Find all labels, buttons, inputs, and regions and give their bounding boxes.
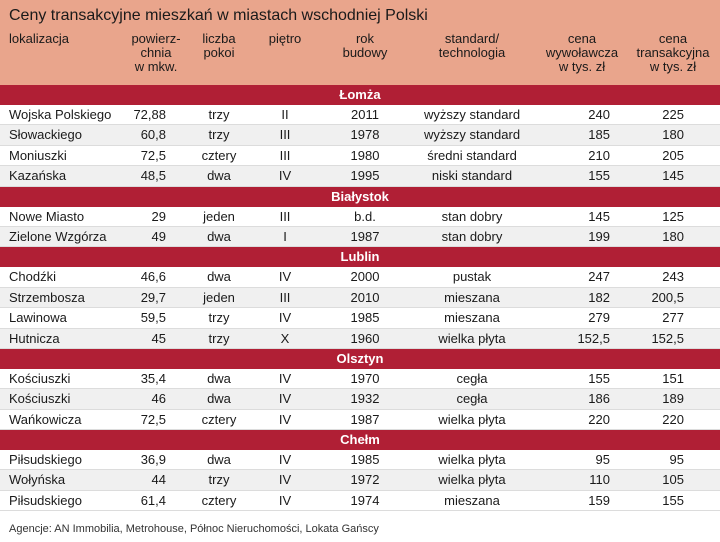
table-row	[0, 450, 720, 470]
standard-cell: wielka płyta	[438, 452, 506, 468]
table-row	[0, 389, 720, 409]
asking-price-cell: 186	[588, 391, 610, 407]
standard-cell: mieszana	[444, 289, 500, 305]
location-cell: Wojska Polskiego	[9, 107, 112, 122]
table-title: Ceny transakcyjne mieszkań w miastach wschodniej Polski	[9, 7, 428, 24]
year-cell: 1987	[350, 411, 380, 427]
transaction-price-cell: 95	[669, 452, 684, 468]
year-cell: 1995	[350, 168, 380, 184]
area-cell: 72,5	[140, 411, 166, 427]
table-row	[0, 207, 720, 227]
table-row	[0, 267, 720, 287]
table-row	[0, 125, 720, 145]
year-cell: 2000	[350, 269, 380, 285]
col-header-floor: piętro	[268, 31, 302, 46]
rooms-cell: dwa	[207, 391, 231, 407]
year-cell: 2010	[350, 289, 380, 305]
asking-price-cell: 152,5	[577, 330, 610, 346]
asking-price-cell: 155	[588, 370, 610, 386]
transaction-price-cell: 180	[662, 228, 684, 244]
transaction-price-cell: 220	[662, 411, 684, 427]
floor-cell: IV	[278, 492, 292, 508]
rooms-cell: cztery	[201, 147, 237, 163]
transaction-price-cell: 125	[662, 208, 684, 224]
floor-cell: I	[283, 228, 287, 244]
transaction-price-cell: 243	[662, 269, 684, 285]
location-cell: Piłsudskiego	[9, 492, 82, 508]
transaction-price-cell: 152,5	[651, 330, 684, 346]
rooms-cell: trzy	[208, 107, 230, 122]
standard-cell: średni standard	[427, 147, 517, 163]
year-cell: 1985	[350, 310, 380, 326]
floor-cell: IV	[278, 452, 292, 468]
table-row	[0, 470, 720, 490]
table-row	[0, 146, 720, 166]
table-row	[0, 105, 720, 125]
location-cell: Chodźki	[9, 269, 56, 285]
rooms-cell: jeden	[203, 289, 235, 305]
floor-cell: IV	[278, 411, 292, 427]
year-cell: 2011	[351, 107, 379, 122]
standard-cell: wyższy standard	[423, 107, 521, 122]
city-section-header: Białystok	[0, 187, 720, 207]
area-cell: 29	[151, 208, 166, 224]
source-note: Agencje: AN Immobilia, Metrohouse, Północ Nieruchomości, Lokata Gańscy	[9, 523, 379, 535]
transaction-price-cell: 155	[662, 492, 684, 508]
table-row	[0, 329, 720, 349]
location-cell: Moniuszki	[9, 147, 67, 163]
rooms-cell: trzy	[208, 330, 230, 346]
floor-cell: IV	[278, 472, 292, 488]
asking-price-cell: 199	[588, 228, 610, 244]
transaction-price-cell: 277	[662, 310, 684, 326]
year-cell: 1974	[350, 492, 380, 508]
asking-price-cell: 185	[588, 127, 610, 143]
standard-cell: wielka płyta	[438, 330, 506, 346]
location-cell: Nowe Miasto	[9, 208, 85, 224]
rooms-cell: dwa	[207, 168, 231, 184]
floor-cell: IV	[278, 391, 292, 407]
floor-cell: III	[279, 289, 291, 305]
location-cell: Wołyńska	[9, 472, 66, 488]
table-row	[0, 166, 720, 186]
table-header	[0, 0, 720, 85]
floor-cell: IV	[278, 370, 292, 386]
floor-cell: IV	[278, 168, 292, 184]
floor-cell: IV	[278, 269, 292, 285]
location-cell: Wańkowicza	[9, 411, 82, 427]
rooms-cell: trzy	[208, 472, 230, 488]
asking-price-cell: 110	[589, 472, 610, 488]
rooms-cell: trzy	[208, 127, 230, 143]
asking-price-cell: 95	[595, 452, 610, 468]
table-row	[0, 491, 720, 511]
asking-price-cell: 210	[588, 147, 610, 163]
asking-price-cell: 145	[588, 208, 610, 224]
year-cell: 1978	[350, 127, 380, 143]
table-body	[0, 85, 720, 511]
standard-cell: stan dobry	[441, 208, 503, 224]
city-section-header: Olsztyn	[0, 349, 720, 369]
asking-price-cell: 155	[588, 168, 610, 184]
standard-cell: wyższy standard	[423, 127, 521, 143]
floor-cell: II	[281, 107, 289, 122]
area-cell: 45	[151, 330, 166, 346]
area-cell: 72,88	[133, 107, 166, 122]
year-cell: 1972	[350, 472, 380, 488]
floor-cell: IV	[278, 310, 292, 326]
area-cell: 60,8	[140, 127, 166, 143]
rooms-cell: dwa	[207, 269, 231, 285]
year-cell: 1980	[350, 147, 380, 163]
standard-cell: wielka płyta	[438, 411, 506, 427]
standard-cell: cegła	[456, 370, 488, 386]
area-cell: 72,5	[140, 147, 166, 163]
rooms-cell: jeden	[203, 208, 235, 224]
col-header-standard: standard/ technologia	[438, 31, 506, 60]
location-cell: Strzembosza	[9, 289, 85, 305]
rooms-cell: trzy	[208, 310, 230, 326]
year-cell: 1932	[350, 391, 380, 407]
year-cell: 1970	[350, 370, 380, 386]
standard-cell: stan dobry	[441, 228, 503, 244]
area-cell: 46,6	[140, 269, 166, 285]
standard-cell: mieszana	[444, 310, 500, 326]
location-cell: Lawinowa	[9, 310, 67, 326]
standard-cell: niski standard	[431, 168, 513, 184]
col-header-rooms: liczba pokoi	[202, 31, 236, 60]
city-section-header: Chełm	[0, 430, 720, 450]
transaction-price-cell: 180	[662, 127, 684, 143]
location-cell: Kazańska	[9, 168, 67, 184]
floor-cell: X	[280, 330, 290, 346]
rooms-cell: dwa	[207, 370, 231, 386]
asking-price-cell: 220	[588, 411, 610, 427]
city-section-header: Łomża	[0, 85, 720, 105]
transaction-price-cell: 151	[662, 370, 684, 386]
rooms-cell: dwa	[207, 228, 231, 244]
transaction-price-cell: 225	[662, 107, 684, 122]
table-row	[0, 227, 720, 247]
col-header-transaction-price: cena transakcyjna w tys. zł	[636, 31, 710, 74]
transaction-price-cell: 205	[662, 147, 684, 163]
transaction-price-cell: 189	[662, 391, 684, 407]
floor-cell: III	[279, 147, 291, 163]
standard-cell: mieszana	[444, 492, 500, 508]
rooms-cell: cztery	[201, 411, 237, 427]
asking-price-cell: 247	[588, 269, 610, 285]
area-cell: 36,9	[140, 452, 166, 468]
location-cell: Hutnicza	[9, 330, 60, 346]
asking-price-cell: 182	[588, 289, 610, 305]
transaction-price-cell: 105	[662, 472, 684, 488]
area-cell: 48,5	[140, 168, 166, 184]
year-cell: b.d.	[354, 208, 376, 224]
standard-cell: wielka płyta	[438, 472, 506, 488]
rooms-cell: dwa	[207, 452, 231, 468]
col-header-area: powierz- chnia w mkw.	[131, 31, 181, 74]
floor-cell: III	[279, 127, 291, 143]
standard-cell: pustak	[452, 269, 492, 285]
floor-cell: III	[279, 208, 291, 224]
table-row	[0, 308, 720, 328]
asking-price-cell: 279	[588, 310, 610, 326]
city-section-header: Lublin	[0, 247, 720, 267]
transaction-price-cell: 200,5	[651, 289, 684, 305]
location-cell: Kościuszki	[9, 370, 71, 386]
col-header-asking-price: cena wywoławcza w tys. zł	[545, 31, 619, 74]
area-cell: 49	[151, 228, 166, 244]
table-row	[0, 369, 720, 389]
location-cell: Słowackiego	[9, 127, 82, 143]
transaction-price-cell: 145	[662, 168, 684, 184]
table-row	[0, 288, 720, 308]
area-cell: 59,5	[140, 310, 166, 326]
area-cell: 46	[151, 391, 166, 407]
year-cell: 1987	[350, 228, 380, 244]
year-cell: 1960	[350, 330, 380, 346]
rooms-cell: cztery	[201, 492, 237, 508]
area-cell: 61,4	[140, 492, 166, 508]
asking-price-cell: 240	[588, 107, 610, 122]
location-cell: Kościuszki	[9, 391, 71, 407]
area-cell: 35,4	[140, 370, 166, 386]
location-cell: Zielone Wzgórza	[9, 228, 107, 244]
area-cell: 29,7	[140, 289, 166, 305]
standard-cell: cegła	[456, 391, 488, 407]
col-header-year: rok budowy	[342, 31, 388, 60]
year-cell: 1985	[350, 452, 380, 468]
area-cell: 44	[151, 472, 166, 488]
asking-price-cell: 159	[588, 492, 610, 508]
col-header-location: lokalizacja	[9, 31, 69, 46]
location-cell: Piłsudskiego	[9, 452, 82, 468]
table-row	[0, 410, 720, 430]
